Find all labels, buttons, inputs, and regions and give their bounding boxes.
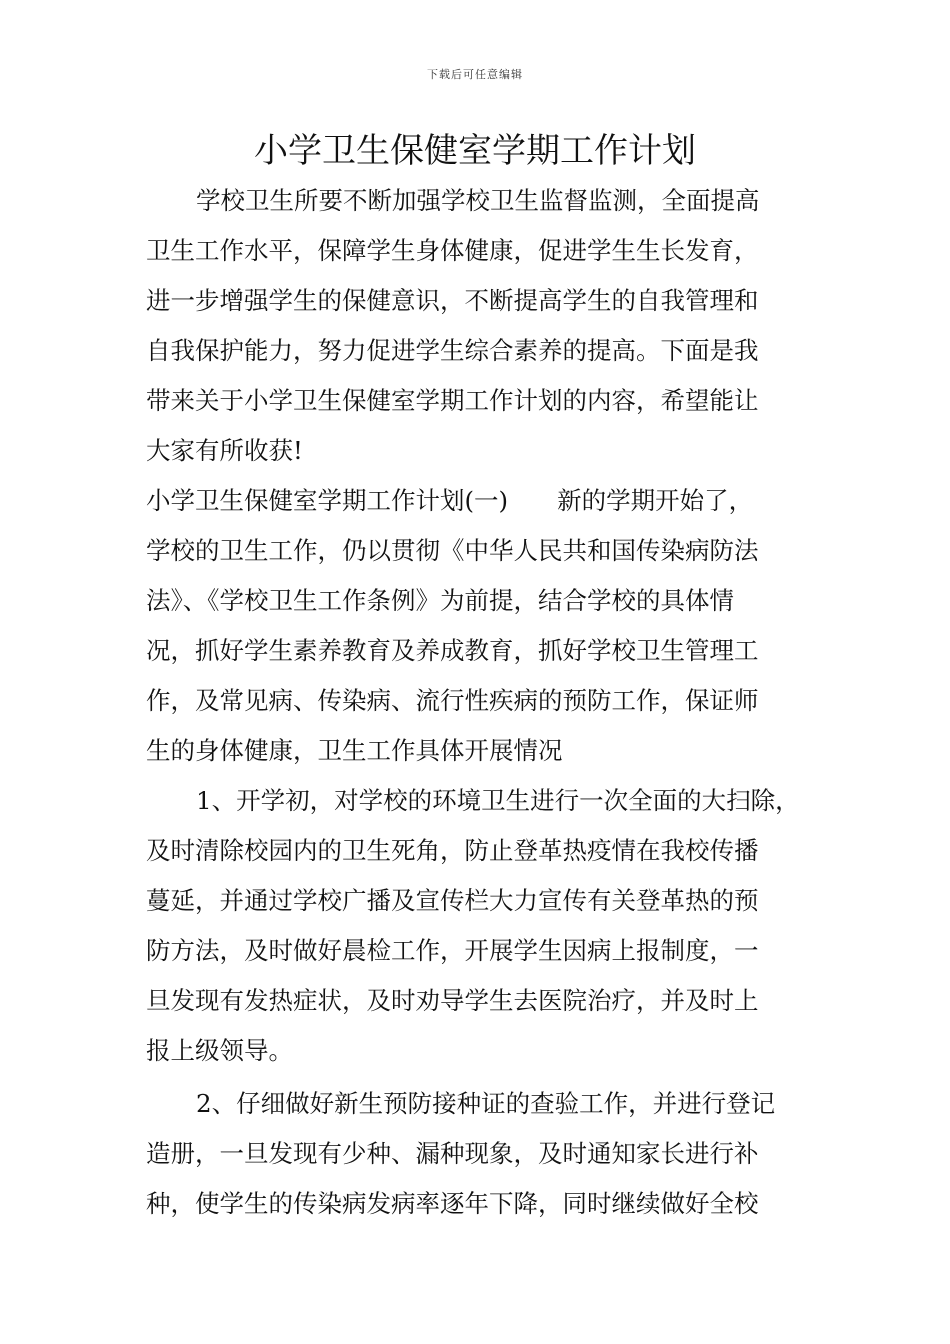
body-line: 法》、《学校卫生工作条例》为前提，结合学校的具体情 (146, 586, 734, 615)
body-line: 报上级领导。 (146, 1036, 293, 1065)
body-line: 卫生工作水平，保障学生身体健康，促进学生生长发育， (146, 236, 759, 265)
body-line: 大家有所收获! (146, 436, 303, 465)
body-line: 及时清除校园内的卫生死角，防止登革热疫情在我校传播 (146, 836, 759, 865)
body-line: 防方法，及时做好晨检工作，开展学生因病上报制度，一 (146, 936, 759, 965)
list-item-1-line: 1、开学初，对学校的环境卫生进行一次全面的大扫除， (196, 786, 800, 815)
body-line: 进一步增强学生的保健意识，不断提高学生的自我管理和 (146, 286, 759, 315)
body-line: 况，抓好学生素养教育及养成教育，抓好学校卫生管理工 (146, 636, 759, 665)
body-line: 自我保护能力，努力促进学生综合素养的提高。下面是我 (146, 336, 759, 365)
document-title: 小学卫生保健室学期工作计划 (254, 131, 696, 171)
body-line: 学校的卫生工作，仍以贯彻《中华人民共和国传染病防法 (146, 536, 759, 565)
body-line: 蔓延，并通过学校广播及宣传栏大力宣传有关登革热的预 (146, 886, 759, 915)
body-line: 种，使学生的传染病发病率逐年下降，同时继续做好全校 (146, 1189, 759, 1218)
body-line: 生的身体健康，卫生工作具体开展情况 (146, 736, 563, 765)
page-header-note: 下载后可任意编辑 (427, 68, 523, 81)
section-heading-line: 小学卫生保健室学期工作计划(一) 新的学期开始了， (146, 486, 754, 515)
body-line: 带来关于小学卫生保健室学期工作计划的内容，希望能让 (146, 386, 759, 415)
body-line: 学校卫生所要不断加强学校卫生监督监测，全面提高 (196, 186, 760, 215)
list-item-2-line: 2、仔细做好新生预防接种证的查验工作，并进行登记 (196, 1089, 776, 1118)
body-line: 造册，一旦发现有少种、漏种现象，及时通知家长进行补 (146, 1139, 759, 1168)
body-line: 旦发现有发热症状，及时劝导学生去医院治疗，并及时上 (146, 986, 759, 1015)
body-line: 作，及常见病、传染病、流行性疾病的预防工作，保证师 (146, 686, 759, 715)
document-body (146, 176, 806, 1229)
